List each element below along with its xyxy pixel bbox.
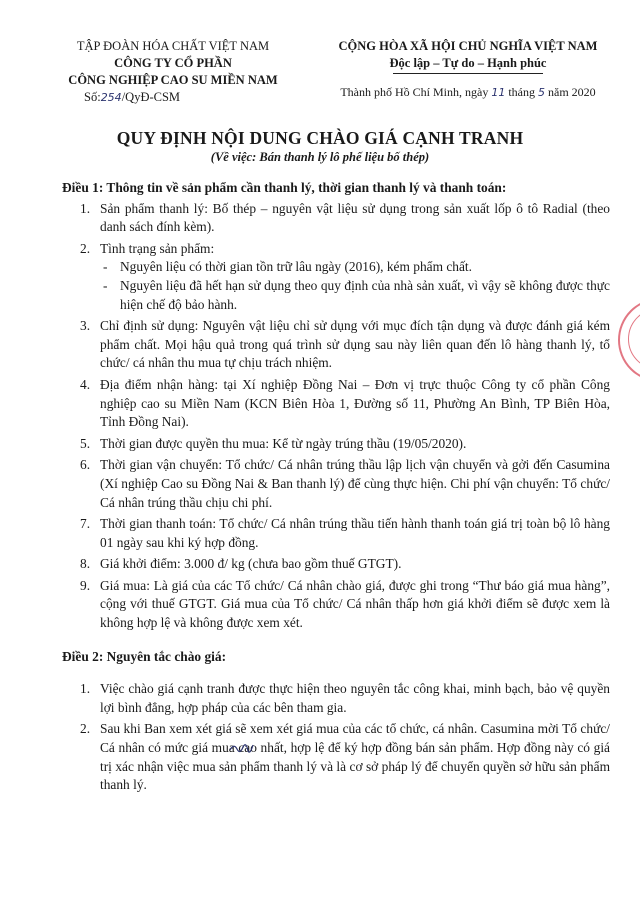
issue-date (318, 84, 618, 101)
sub-item-text: Nguyên liệu có thời gian tồn trữ lâu ngày (2016), kém phẩm chất. (120, 259, 472, 275)
date-month-label: tháng (508, 85, 535, 99)
item-number: 4. (80, 376, 91, 392)
list-item (62, 577, 610, 633)
item-text: Thời gian được quyền thu mua: Kể từ ngày trúng thầu (19/05/2020). (100, 435, 467, 451)
item-text: Chỉ định sử dụng: Nguyên vật liệu chỉ sử dụng với mục đích tận dụng và được đánh giá kém phẩm chất. Mọi hậu quả trong quá trình sử dụng sau này liên quan đến lô hàng thanh lý, tổ chức/ cá nhân thu mua tự chịu trách nhiệm. (100, 318, 610, 371)
document-number (58, 89, 288, 106)
stamp-inner-ring (628, 308, 640, 370)
motto-underline (393, 73, 543, 74)
list-item (62, 680, 610, 717)
document-body (62, 179, 610, 798)
list-item (62, 720, 610, 794)
item-text: Tình trạng sản phẩm: (100, 240, 215, 256)
item-text: Giá mua: Là giá của các Tổ chức/ Cá nhân chào giá, được ghi trong “Thư báo giá mua hàng”, cộng với thuế GTGT. Giá mua của Tổ chức/ Cá nhân thấp hơn giá khởi điểm sẽ được xem là không hợp lệ và không được xem xét. (100, 577, 610, 631)
date-day: 11 (491, 86, 506, 99)
item-number: 5. (80, 435, 91, 451)
list-item (62, 317, 610, 373)
handwritten-initial-icon (228, 737, 254, 757)
article-1-list (62, 200, 610, 633)
list-item (62, 240, 610, 314)
document-subtitle: (Về việc: Bán thanh lý lô phế liệu bố thép) (210, 150, 430, 164)
item-text: Thời gian vận chuyển: Tổ chức/ Cá nhân trúng thầu lập lịch vận chuyển và gởi đến Casumina (Xí nghiệp Cao su Đồng Nai & Ban thanh lý) để cùng thực hiện. Chi phí vận chuyển: Tổ chức/ Cá nhân trúng thầu chịu chi phí. (100, 457, 610, 510)
sub-item (100, 258, 610, 277)
national-name: CỘNG HÒA XÃ HỘI CHỦ NGHĨA VIỆT NAM (338, 39, 598, 53)
doc-no-prefix: Số: (84, 90, 101, 104)
document-title: QUY ĐỊNH NỘI DUNG CHÀO GIÁ CẠNH TRANH (116, 128, 524, 148)
item-number: 9. (80, 577, 91, 593)
sub-item-text: Nguyên liệu đã hết hạn sử dụng theo quy định của nhà sản xuất, vì vậy sẽ không được thực hiện chế độ bảo hành. (120, 277, 610, 312)
date-year: năm 2020 (548, 85, 596, 99)
item-text: Sau khi Ban xem xét giá sẽ xem xét giá mua của các tổ chức, cá nhân. Casumina mời Tổ chức/ Cá nhân có mức giá mua cao nhất, hợp lệ để ký hợp đồng bán sản phẩm. Hợp đồng này có giá trị xác nhận việc mua sản phẩm thanh lý và là cơ sở pháp lý để chuyển quyền sở hữu sản phẩm thanh lý. (100, 721, 610, 793)
list-item (62, 435, 610, 454)
item-number: 2. (80, 240, 91, 256)
item-number: 7. (80, 516, 91, 532)
item-number: 2. (80, 721, 91, 737)
issuer-company-name: CÔNG NGHIỆP CAO SU MIỀN NAM (68, 73, 278, 87)
national-header (318, 38, 618, 101)
list-item (62, 555, 610, 574)
list-item (62, 376, 610, 432)
item-number: 8. (80, 556, 91, 572)
item-text: Sản phẩm thanh lý: Bố thép – nguyên vật liệu sử dụng trong sản xuất lốp ô tô Radial (theo danh sách đính kèm). (100, 200, 610, 235)
bullet-dash: - (103, 259, 108, 275)
issuer-company-type: CÔNG TY CỔ PHẦN (114, 56, 232, 70)
item-number: 1. (80, 200, 91, 216)
article-2-heading: Điều 2: Nguyên tắc chào giá: (62, 648, 227, 664)
item-text: Việc chào giá cạnh tranh được thực hiện theo nguyên tắc công khai, minh bạch, bảo vệ quyền lợi bình đẳng, hợp pháp của các bên tham gia. (100, 681, 610, 715)
national-motto: Độc lập – Tự do – Hạnh phúc (389, 56, 547, 70)
item-text: Thời gian thanh toán: Tổ chức/ Cá nhân trúng thầu tiến hành thanh toán giá trị toàn bộ lô hàng 01 ngày sau khi ký hợp đồng. (100, 516, 610, 550)
article-2-list (62, 680, 610, 795)
item-number: 3. (80, 318, 91, 334)
list-item (62, 456, 610, 512)
item-text: Giá khởi điểm: 3.000 đ/ kg (chưa bao gồm thuế GTGT). (100, 556, 402, 572)
date-month: 5 (538, 86, 545, 99)
list-item (62, 200, 610, 237)
doc-no-suffix: /QyĐ-CSM (121, 90, 181, 104)
issuer-block (58, 38, 288, 106)
red-seal-stamp (618, 298, 640, 382)
item-number: 1. (80, 681, 91, 697)
date-prefix: Thành phố Hồ Chí Minh, ngày (340, 85, 489, 99)
item-text: Địa điểm nhận hàng: tại Xí nghiệp Đồng Nai – Đơn vị trực thuộc Công ty cổ phần Công nghiệp cao su Miền Nam (KCN Biên Hòa 1, Đường số 11, Phường An Bình, TP Biên Hòa, Tỉnh Đồng Nai). (100, 376, 610, 430)
issuer-group: TẬP ĐOÀN HÓA CHẤT VIỆT NAM (76, 39, 270, 53)
item-number: 6. (80, 457, 91, 473)
section-gap (62, 636, 610, 648)
article-1-heading: Điều 1: Thông tin về sản phẩm cần thanh lý, thời gian thanh lý và thanh toán: (62, 180, 507, 195)
list-item (62, 515, 610, 552)
doc-no-handwritten: 254 (100, 91, 122, 104)
bullet-dash: - (103, 277, 108, 293)
sub-item (100, 277, 610, 314)
